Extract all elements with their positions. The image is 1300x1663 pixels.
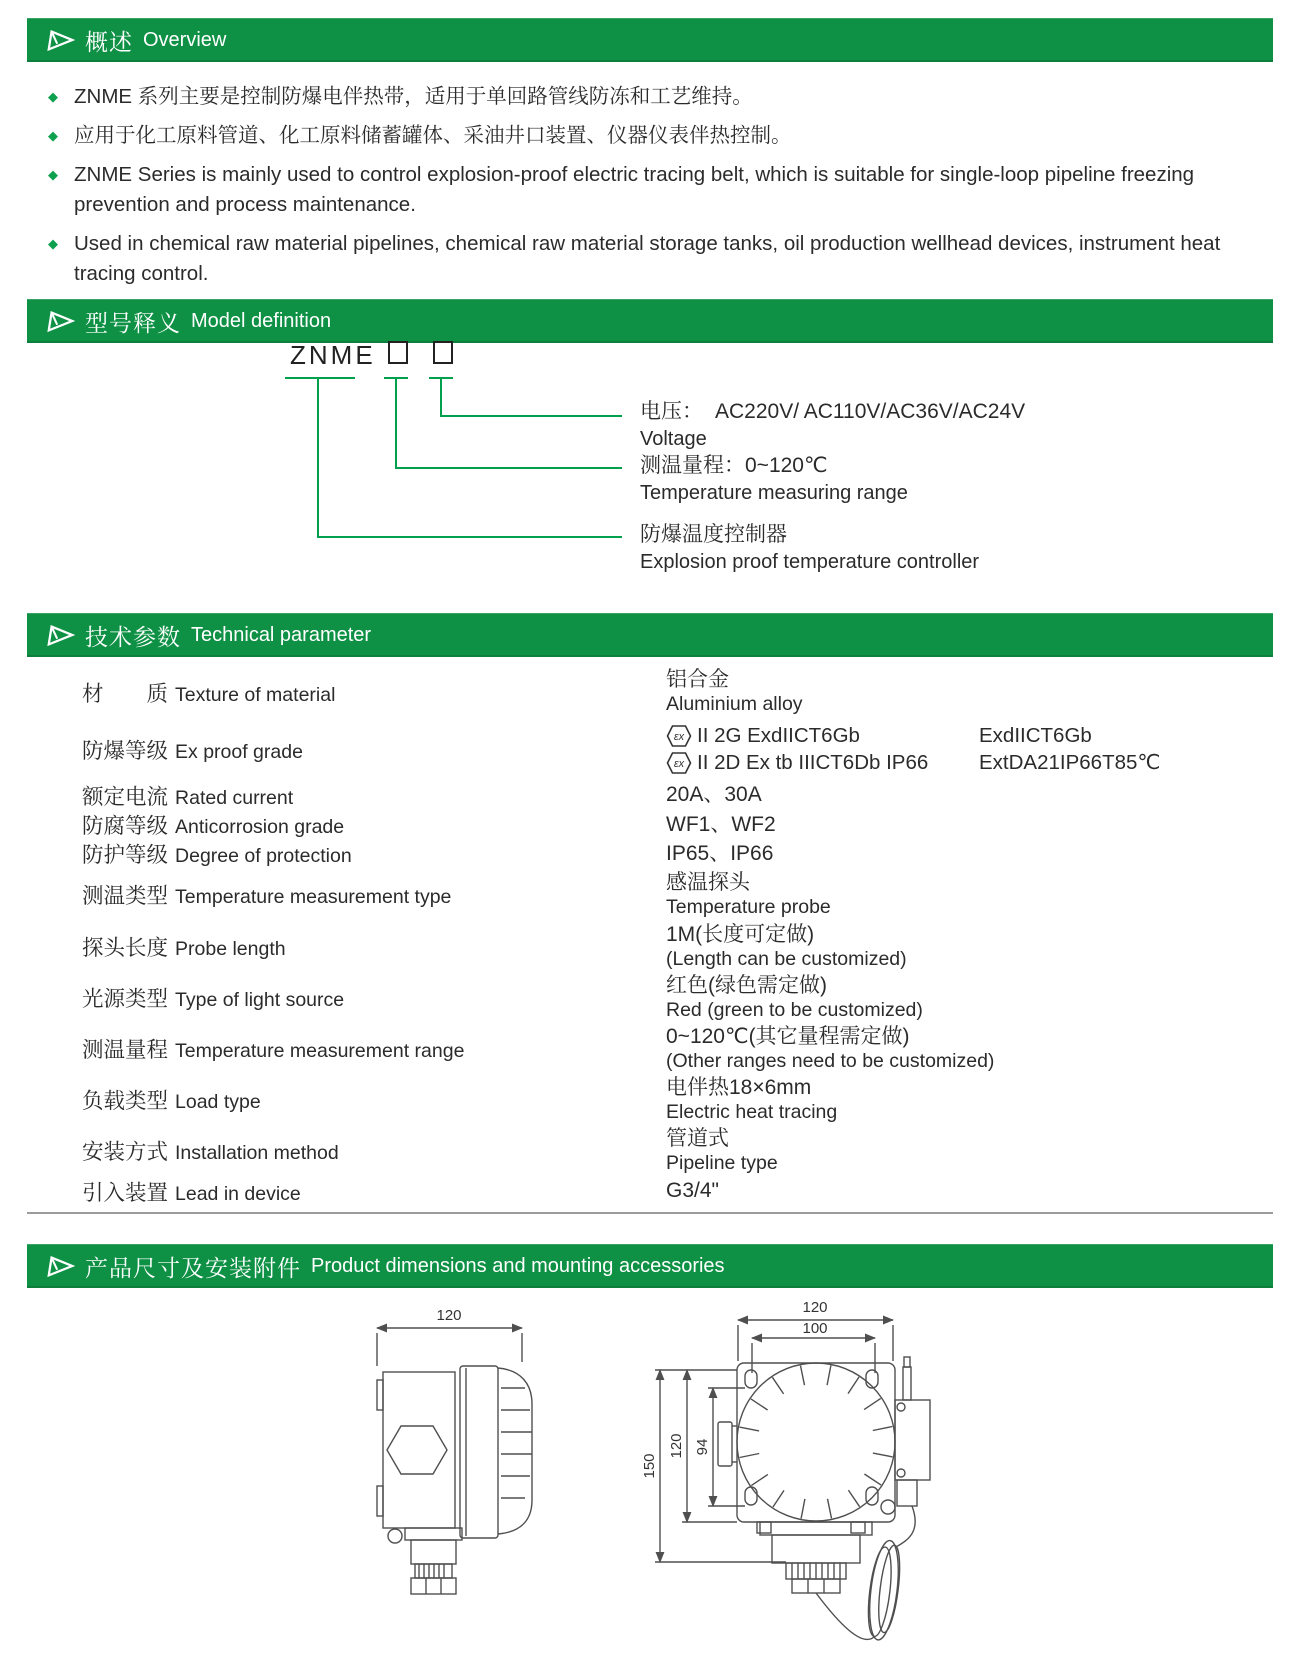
drawing-front-view [610, 1295, 1070, 1663]
gland-nut [411, 1578, 456, 1594]
connector-horizontal-voltage [440, 415, 622, 417]
section-arrow-icon [45, 308, 75, 334]
section-title-cn: 产品尺寸及安装附件 [85, 1254, 301, 1281]
param-label-cn: 额定电流 [82, 784, 169, 809]
bullet-text: ZNME 系列主要是控制防爆电伴热带，适用于单回路管线防冻和工艺维持。 [74, 85, 753, 108]
param-label-cn: 负载类型 [82, 1089, 169, 1113]
param-label-en: Lead in device [175, 1182, 301, 1205]
param-label-en: Installation method [175, 1142, 339, 1164]
param-value-en: Red (green to be customized) [666, 998, 923, 1021]
param-value-en: (Other ranges need to be customized) [666, 1049, 995, 1072]
svg-text:εx: εx [673, 730, 685, 743]
bezel-fins [739, 1365, 892, 1518]
param-label-cn: 引入装置 [82, 1180, 169, 1205]
model-digit-box-1 [388, 341, 408, 364]
param-row-probe-length [82, 921, 1272, 972]
bullet-text: 应用于化工原料管道、化工原料储蓄罐体、采油井口装置、仪器仪表伴热控制。 [74, 124, 792, 147]
section-arrow-icon [45, 1253, 75, 1279]
param-label-cn: 防腐等级 [82, 814, 169, 838]
param-label-en: Degree of protection [175, 845, 352, 867]
param-value: WF1、WF2 [666, 812, 776, 836]
param-value: IP65、IP66 [666, 841, 774, 865]
ex-grade-line-1 [666, 722, 1272, 749]
dim-label: 120 [802, 1299, 828, 1316]
branch-voltage [640, 398, 1025, 453]
param-label-en: Texture of material [175, 683, 336, 706]
section-bar-technical-parameter [27, 613, 1273, 657]
branch-range [640, 452, 908, 507]
connector-vertical-voltage [440, 377, 442, 417]
section-title-en: Technical parameter [191, 623, 372, 646]
section-title-cn: 技术参数 [85, 623, 181, 650]
param-value-en: Electric heat tracing [666, 1100, 838, 1123]
param-label-en: Temperature measurement type [175, 886, 452, 908]
section-bar-product-dimensions [27, 1244, 1273, 1288]
param-row-material [82, 666, 1272, 718]
underline-code [285, 377, 355, 379]
list-item [48, 82, 1223, 112]
param-label-cn: 探头长度 [82, 936, 169, 960]
branch-value: AC220V/ AC110V/AC36V/AC24V [715, 400, 1026, 423]
param-row-protection [82, 839, 1272, 868]
branch-label-cn: 测温量程：0~120℃ [640, 454, 828, 477]
param-row-ex-proof-grade [82, 718, 1272, 780]
section-arrow-icon [45, 622, 75, 648]
list-item [48, 160, 1223, 220]
dim-label: 100 [802, 1320, 828, 1337]
ex-grade-line-2 [666, 749, 1272, 776]
param-row-rated-current [82, 780, 1272, 810]
diamond-bullet-icon: ◆ [48, 236, 58, 251]
param-value: 红色(绿色需定做) [666, 973, 827, 997]
ex-grade-text-2: ExdIICT6Gb [979, 724, 1092, 747]
model-code: ZNME [290, 340, 376, 370]
branch-label-cn: 防爆温度控制器 [640, 523, 787, 546]
connector-vertical-controller [317, 377, 319, 538]
param-label-en: Load type [175, 1091, 261, 1113]
param-value: 感温探头 [666, 870, 750, 894]
param-label-en: Temperature measurement range [175, 1040, 465, 1062]
overview-bullet-list [48, 82, 1223, 298]
section-title-cn: 概述 [85, 28, 133, 55]
branch-label-en: Temperature measuring range [640, 482, 908, 504]
param-value: 20A、30A [666, 783, 762, 806]
ex-hexagon-icon [666, 751, 692, 775]
drawing-side-view [335, 1300, 565, 1610]
diamond-bullet-icon: ◆ [48, 89, 58, 104]
param-value-en: Pipeline type [666, 1151, 778, 1174]
connector-vertical-range [395, 377, 397, 469]
param-label-cn: 防护等级 [82, 843, 169, 867]
diamond-bullet-icon: ◆ [48, 167, 58, 182]
param-value: 管道式 [666, 1126, 729, 1150]
capillary-from-bracket [896, 1506, 915, 1547]
ex-hexagon-icon [666, 724, 692, 748]
param-label-en: Rated current [175, 786, 294, 809]
param-label-cn: 测温类型 [82, 884, 169, 908]
ex-grade-text: II 2G ExdIICT6Gb [697, 724, 860, 747]
param-label-en: Anticorrosion grade [175, 816, 345, 838]
list-item [48, 229, 1223, 289]
section-title-en: Model definition [191, 309, 332, 332]
param-label-cn: 材 质 [82, 681, 169, 706]
section-bar-model-definition [27, 299, 1273, 343]
bullet-text: ZNME Series is mainly used to control explosion-proof electric tracing belt, which is suitable for single-loop pipeline freezing prevention and process maintenance. [74, 163, 1195, 216]
technical-parameter-table [82, 666, 1272, 1206]
param-label-en: Ex proof grade [175, 740, 303, 763]
param-value-en: Temperature probe [666, 895, 831, 918]
connector-horizontal-controller [317, 536, 622, 538]
hex-nut [387, 1426, 447, 1474]
svg-text:εx: εx [673, 757, 685, 770]
model-digit-box-2 [433, 341, 453, 364]
section-arrow-icon [45, 27, 75, 53]
param-row-lead-in-device [82, 1176, 1272, 1206]
diamond-bullet-icon: ◆ [48, 128, 58, 143]
section-divider [27, 1212, 1273, 1214]
ex-grade-text: II 2D Ex tb IIICT6Db IP66 [697, 751, 929, 774]
param-label-cn: 安装方式 [82, 1140, 169, 1164]
param-value-en: Aluminium alloy [666, 693, 803, 715]
param-row-measurement-range [82, 1023, 1272, 1074]
branch-controller [640, 521, 979, 576]
branch-label-en: Voltage [640, 428, 707, 450]
section-title-cn: 型号释义 [85, 309, 181, 336]
connector-horizontal-range [395, 467, 622, 469]
dim-label: 94 [694, 1438, 711, 1456]
param-value: G3/4" [666, 1179, 719, 1202]
dim-label: 120 [436, 1307, 462, 1324]
gland-nut [792, 1579, 840, 1593]
param-row-light-source [82, 972, 1272, 1023]
section-title-en: Overview [143, 28, 227, 51]
param-row-installation [82, 1125, 1272, 1176]
param-value: 0~120℃(其它量程需定做) [666, 1024, 910, 1048]
bullet-text: Used in chemical raw material pipelines, chemical raw material storage tanks, oil production wellhead devices, instrument heat tracing control. [74, 232, 1221, 285]
capillary-coil [864, 1539, 904, 1642]
ex-grade-text-2: ExtDA21IP66T85℃ [979, 751, 1161, 774]
param-label-cn: 测温量程 [82, 1038, 169, 1062]
param-row-anticorrosion [82, 810, 1272, 839]
branch-label-en: Explosion proof temperature controller [640, 551, 980, 573]
section-bar-overview [27, 18, 1273, 62]
param-label-en: Probe length [175, 938, 286, 960]
param-row-measurement-type [82, 868, 1272, 921]
capillary-from-gland [816, 1593, 874, 1639]
list-item [48, 121, 1223, 151]
param-value: 铝合金 [666, 668, 729, 691]
dim-label: 120 [668, 1433, 685, 1459]
param-label-en: Type of light source [175, 989, 345, 1011]
section-title-en: Product dimensions and mounting accessories [311, 1254, 725, 1277]
dim-label: 150 [641, 1453, 658, 1479]
param-value: 1M(长度可定做) [666, 922, 815, 946]
param-value-en: (Length can be customized) [666, 947, 907, 970]
branch-label-cn: 电压： [640, 400, 703, 423]
param-label-cn: 光源类型 [82, 987, 169, 1011]
param-row-load-type [82, 1074, 1272, 1125]
param-label-cn: 防爆等级 [82, 738, 169, 763]
param-value: 电伴热18×6mm [666, 1075, 812, 1099]
